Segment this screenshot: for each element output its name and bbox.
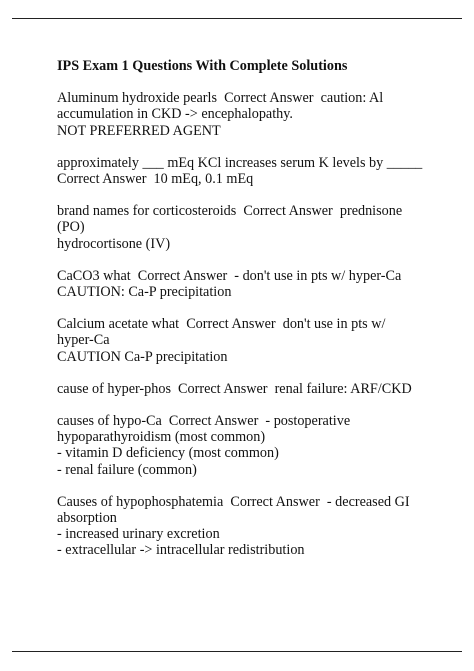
- qa-entry-aluminum-hydroxide: [57, 90, 452, 139]
- qa-line: approximately ___ mEq KCl increases serum K levels by _____: [57, 154, 423, 171]
- qa-line: accumulation in CKD -> encephalopathy.: [57, 106, 293, 123]
- bottom-divider: [12, 651, 462, 652]
- qa-line: - renal failure (common): [57, 461, 197, 478]
- qa-entry-hyper-phos: [57, 381, 452, 397]
- qa-line: Causes of hypophosphatemia Correct Answer - decreased GI: [57, 493, 410, 510]
- qa-line: CaCO3 what Correct Answer - don't use in pts w/ hyper-Ca: [57, 267, 402, 284]
- qa-entry-kcl: [57, 155, 452, 187]
- qa-line: absorption: [57, 510, 117, 527]
- qa-line: CAUTION Ca-P precipitation: [57, 348, 228, 365]
- qa-entry-hypophosphatemia: [57, 494, 452, 559]
- top-divider: [12, 18, 462, 19]
- qa-line: hydrocortisone (IV): [57, 235, 171, 252]
- qa-line: cause of hyper-phos Correct Answer renal failure: ARF/CKD: [57, 380, 412, 397]
- qa-line: CAUTION: Ca-P precipitation: [57, 284, 232, 301]
- document-title: IPS Exam 1 Questions With Complete Solutions: [57, 58, 348, 74]
- qa-entry-caco3: [57, 268, 452, 300]
- qa-line: causes of hypo-Ca Correct Answer - postoperative: [57, 413, 351, 430]
- qa-line: Correct Answer 10 mEq, 0.1 mEq: [57, 171, 254, 188]
- qa-line: Calcium acetate what Correct Answer don't use in pts w/: [57, 316, 386, 333]
- qa-line: (PO): [57, 219, 85, 236]
- qa-line: NOT PREFERRED AGENT: [57, 122, 221, 139]
- qa-entry-corticosteroids: [57, 203, 452, 252]
- qa-line: - vitamin D deficiency (most common): [57, 445, 279, 462]
- qa-line: Aluminum hydroxide pearls Correct Answer caution: Al: [57, 90, 384, 107]
- qa-entry-hypo-ca: [57, 413, 452, 478]
- qa-list: [57, 90, 452, 558]
- document-content: [57, 58, 452, 575]
- qa-line: - increased urinary excretion: [57, 526, 220, 543]
- qa-line: hypoparathyroidism (most common): [57, 429, 266, 446]
- qa-line: - extracellular -> intracellular redistribution: [57, 542, 305, 559]
- qa-line: brand names for corticosteroids Correct Answer prednisone: [57, 203, 403, 220]
- qa-line: hyper-Ca: [57, 332, 110, 349]
- qa-entry-calcium-acetate: [57, 316, 452, 365]
